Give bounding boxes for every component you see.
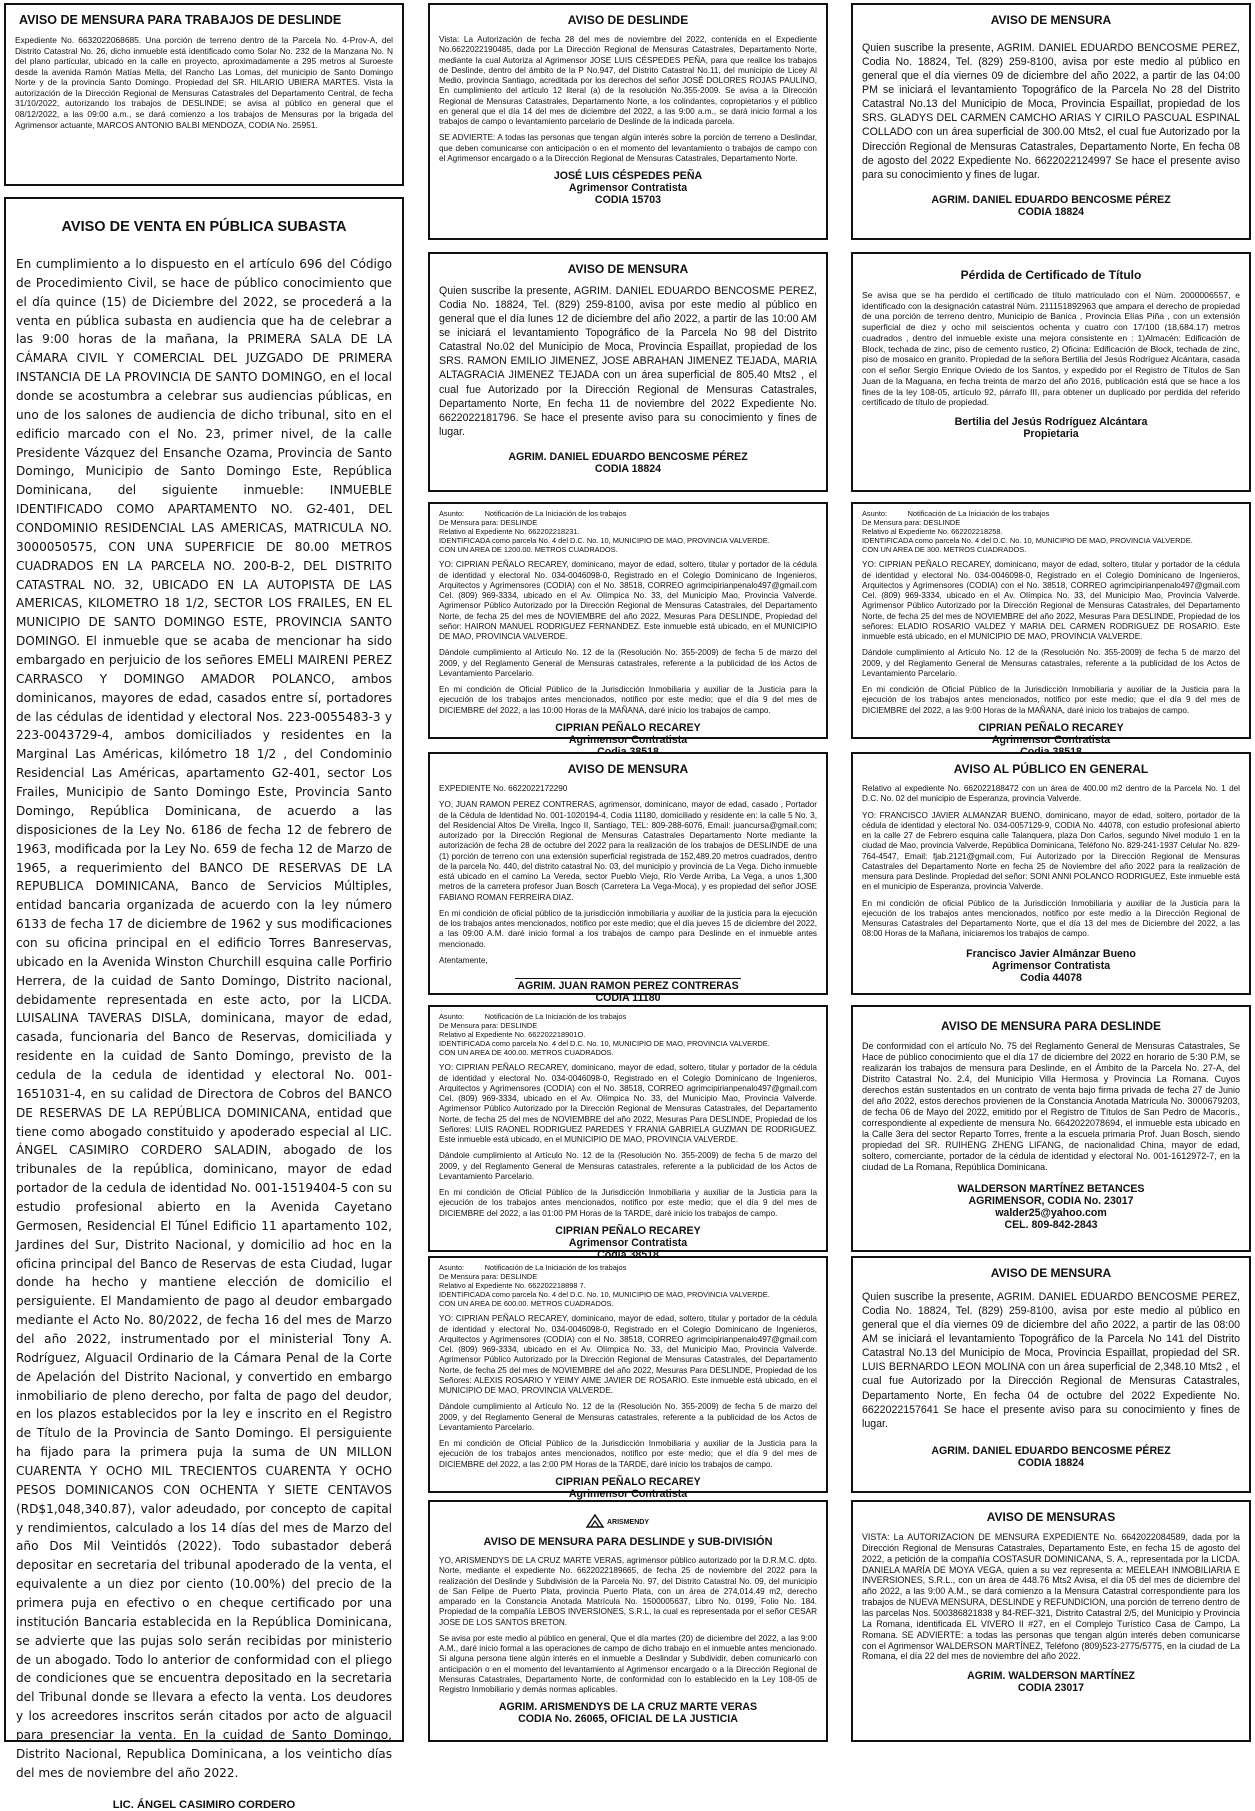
notice-paragraph: Dándole cumplimiento al Artículo No. 12 de la (Resolución No. 355-2009) de fecha 5 de marzo del 2009, y del Reglamento General de Mensuras catastrales, referente a la publicidad de los Actos de Levantamiento Parcelario. bbox=[862, 648, 1240, 678]
notice-body bbox=[439, 1063, 817, 1219]
notice-body bbox=[439, 1314, 817, 1470]
signature bbox=[439, 980, 817, 1004]
signature bbox=[862, 1183, 1240, 1232]
notice-perdida-certificado-titulo bbox=[851, 252, 1251, 492]
notice-body bbox=[862, 560, 1240, 716]
signature-name: CIPRIAN PEÑALO RECAREY bbox=[978, 721, 1124, 734]
notice-title: AVISO DE MENSURA PARA DESLINDE bbox=[940, 1019, 1162, 1033]
signature-codia: CODIA 18824 bbox=[1017, 1456, 1085, 1469]
notice-aviso-de-deslinde bbox=[428, 3, 828, 240]
signature bbox=[16, 1799, 392, 1811]
notice-paragraph: En mi condición de Oficial Público de la Jurisdicción Inmobiliaria y auxiliar de la Justicia para la ejecución de los trabajos antes mencionados, notifico por este medio; que el día 9 del mes de DICIEMBRE del 2022, a las 01:00 PM Horas de la TARDE, daré inicio los trabajos de campo. bbox=[439, 1188, 817, 1218]
notice-header: Asunto: Notificación de La Iniciación de los trabajos De Mensura para: DESLINDE Relativo al Expediente No. 662202218901O. IDENTIFICADA como parcela No. 4 del D.C. No. 10, MUNICIPIO DE MAO, PROVINCIA VALVERDE. CON UN AREA DE 400.00. METROS CUADRADOS. bbox=[439, 1012, 770, 1057]
notice-paragraph: En mi condición de oficial público de la jurisdicción inmobiliaria y auxiliar de la justicia para la ejecución de los trabajos antes mencionados, notifico por este medio; que el día jueves 15 de diciembre del 2022, a las 09:00 A.M. daré inicio formal a los trabajos de campo para Deslinde en el inmueble antes mencionado. bbox=[439, 908, 817, 949]
signature-name: Francisco Javier Almánzar Bueno bbox=[966, 947, 1136, 960]
notice-deslinde-subdivision bbox=[428, 1500, 828, 1742]
notice-title: AVISO DE DESLINDE bbox=[567, 13, 689, 27]
notice-aviso-de-mensuras bbox=[851, 1500, 1251, 1742]
notice-ciprian-expediente-231 bbox=[428, 502, 828, 747]
svg-text:ARISMENDY: ARISMENDY bbox=[607, 1519, 650, 1526]
company-logo bbox=[439, 1512, 817, 1530]
notice-header: Asunto: Notificación de La Iniciación de los trabajos De Mensura para: DESLINDE Relativo al Expediente No. 662202218898 7. IDENTIFICADA como parcela No. 4 del D.C. No. 10, MUNICIPIO DE MAO, PROVINCIA VALVERDE. CON UN AREA DE 600.00. METROS CUADRADOS. bbox=[439, 1263, 770, 1308]
notice-body: De conformidad con el artículo No. 75 del Reglamento General de Mensuras Catastrales, Se Hace de público conocimiento que el día 17 de diciembre del 2022 en horario de 5:30 P.M, se realizarán los trabajos de mensura para Deslinde, en el Ámbito de la Parcela No. 27-A, del Distrito Catastral No. 2.4, del Municipio Villa Hermosa y Provincia La Romana. Cuyos derechos están sustentados en un contrato de venta bajo firma privada de fecha 27 de Junio del año 2022, estos derechos provienen de la Constancia Anotada Matrícula No. 3000679203, de fecha 06 de Mayo del 2022, emitido por el Registro de Títulos de San Pedro de Macorís., correspondiente al expediente de mensura No. 6642022078694, el inmueble esta ubicado en la Calle 3era del sector Reparto Torres, frente a la escuela primaria Prof. Juan Bosch, siendo propiedad del SR. RUIHENG ZHENG LIFANG, de nacionalidad China, mayor de edad, soltero, comerciante, portador de la cédula de identidad y electoral No. 001-1612972-7, en la ciudad de La Romana, República Dominicana. bbox=[862, 1041, 1240, 1172]
signature-name: JOSÉ LUIS CÉSPEDES PEÑA bbox=[553, 170, 703, 182]
notice-body bbox=[439, 560, 817, 716]
notice-paragraph: Dándole cumplimiento al Artículo No. 12 de la (Resolución No. 355-2009) de fecha 5 de marzo del 2009, y del Reglamento General de Mensuras catastrales, referente a la publicidad de los Actos de Levantamiento Parcelario. bbox=[439, 1402, 817, 1432]
notice-paragraph: En mi condición de Oficial Público de la Jurisdicción Inmobiliaria y auxiliar de la Justicia para la ejecución de los trabajos antes mencionados, notifico por este medio; que el día 9 del mes de DICIEMBRE del 2022, a las 10:00 Horas de la MAÑANA, daré inicio los trabajos de campo. bbox=[439, 685, 817, 715]
notice-title: Pérdida de Certificado de Título bbox=[960, 268, 1142, 282]
notice-title: AVISO DE MENSURA bbox=[567, 262, 689, 276]
signature-name: CIPRIAN PEÑALO RECAREY bbox=[555, 721, 701, 734]
notice-aviso-mensura-parcela-141 bbox=[851, 1256, 1251, 1493]
signature-name: AGRIM. DANIEL EDUARDO BENCOSME PÉREZ bbox=[931, 1444, 1171, 1457]
signature-role: Agrimensor Contratista bbox=[568, 1488, 688, 1501]
signature-role: Agrimensor Contratista bbox=[991, 734, 1111, 747]
notice-ciprian-expediente-010 bbox=[428, 1005, 828, 1252]
notice-aviso-mensura-juan-ramon bbox=[428, 752, 828, 1005]
notice-paragraph: Se avisa por este medio al público en general, Que el día martes (20) de diciembre del 2022, a las 9:00 A.M., daré inicio formal a las operaciones de campo de dicho trabajo en el inmueble antes mencionado. Si alguna persona tiene algún interés en el inmueble a Deslindar y Subdividir, deben comunicarlo con anticipación o en el momento del levantamiento al Agrimensor encargado o a la Dirección Regional de Mensuras Catastrales, Departamento Norte, de conformidad con lo establecido en la Ley 108-05 de Registro Inmobiliario y demás normas aplicables. bbox=[439, 1633, 817, 1694]
signature-name: CIPRIAN PEÑALO RECAREY bbox=[555, 1224, 701, 1237]
notice-paragraph: YO: CIPRIAN PEÑALO RECAREY, dominicano, mayor de edad, soltero, titular y portador de la cédula de identidad y electoral No. 034-0046098-0, Registrado en el Colegio Dominicano de Ingenieros, Arquitectos y Agrimensores (CODIA) con el No. 38518, CORREO agrimcipirianpenalo497@gmail.com Cel. (809) 969-3334, ubicado en el Av. Olímpica No. 33, del Municipio Mao, Provincia Valverde. Agrimensor Público Autorizado por la Dirección Regional de Mensuras Catastrales, del Departamento Norte, de fecha 25 del mes de NOVIEMBRE del año 2022, Mesuras Para DESLINDE, Propiedad de los Señores: LUIS RAONEL RODRIGUEZ PAREDES Y FRANIA GABRIELA GUZMAN DE RODRIGUEZ. Este inmueble está ubicado, en el MUNICIPIO DE MAO, PROVINCIA VALVERDE. bbox=[439, 1063, 817, 1145]
notice-paragraph: Relativo al expediente No. 662022188472 con un área de 400.00 m2 dentro de la Parcela No. 1 del D.C. No. 02 del municipio de Esperanza, provincia Valverde. bbox=[862, 784, 1240, 804]
notice-paragraph: SE ADVIERTE: A todas las personas que tengan algún interés sobre la porción de terreno a Deslindar, que deben comunicarse con anticipación o en el momento del levantamiento o trabajos de campo con el Agrimensor encargado o a la Dirección Regional de Mensuras Catastrales, Departamento Norte. bbox=[439, 133, 817, 163]
signature bbox=[439, 451, 817, 475]
notice-aviso-publico-general bbox=[851, 752, 1251, 995]
signature-name: AGRIM. WALDERSON MARTÍNEZ bbox=[967, 1670, 1135, 1683]
signature-name: AGRIM. JUAN RAMON PEREZ CONTRERAS bbox=[517, 980, 739, 992]
signature-codia: CODIA 15703 bbox=[594, 194, 662, 207]
signature-role: Agrimensor Contratista bbox=[568, 182, 688, 195]
notice-body bbox=[439, 35, 817, 164]
notice-title: AVISO DE MENSURA bbox=[990, 13, 1112, 27]
notice-header: Asunto: Notificación de La Iniciación de los trabajos De Mensura para: DESLINDE Relativo al Expediente No. 662202218258. IDENTIFICADA como parcela No. 4 del D.C. No. 10, MUNICIPIO DE MAO, PROVINCIA VALVERDE. CON UN AREA DE 300. METROS CUADRADOS. bbox=[862, 509, 1193, 554]
signature bbox=[862, 948, 1240, 985]
notice-body: Expediente No. 6632022068685. Una porción de terreno dentro de la Parcela No. 4-Prov-A, del Distrito Catastral No. 26, dicho inmueble está identificado como Solar No. 232 de la Manzana No. N del plano particular, ubicado en la calle en proyecto, aproximadamente a 295 metros al Suroeste desde la avenida Ramón Matías Mella, del Rancho Las Lomas, del municipio de Santo Domingo Norte y de la provincia Santo Domingo. Propiedad del SR. HILARIO UBIERA MARTES. Vista la autorización de la Dirección Regional de Mensuras Catastrales del Departamento Central, de fecha 31/10/2022, autorizando los trabajos de DESLINDE; se avisa al público en general que el 08/12/2022, a las 09:00 a.m., se dará comienzo a los trabajos de Mensuras por la brigada del Agrimensor actuante, MARCOS ANTONIO BALBI MENDOZA, CODIA No. 25951. bbox=[15, 35, 393, 130]
signature-email: walder25@yahoo.com bbox=[995, 1206, 1107, 1219]
notice-paragraph: En mi condición de oficial Público de la Jurisdicción Inmobiliaria y auxiliar de la Justicia para la ejecución de los trabajos antes mencionados, notifico por este medio a la Dirección Regional de Mensuras Catastrales del Departamento Norte, que el día 13 del mes de Diciembre del 2022, a las 08:00 Horas de la Mañana, iniciaremos los trabajos de campo. bbox=[862, 898, 1240, 939]
signature bbox=[862, 1445, 1240, 1469]
signature-role: Propietaria bbox=[1023, 428, 1079, 441]
signature-name: AGRIM. DANIEL EDUARDO BENCOSME PÉREZ bbox=[508, 450, 748, 463]
notice-paragraph: YO: CIPRIAN PEÑALO RECAREY, dominicano, mayor de edad, soltero, titular y portador de la cédula de identidad y electoral No. 034-0046098-0, Registrado en el Colegio Dominicano de Ingenieros, Arquitectos y Agrimensores (CODIA) con el No. 38518, CORREO agrimcipirianpenalo497@gmail.com Cel. (809) 969-3334, ubicado en el Av. Olímpica No. 33, del Municipio Mao, Provincia Valverde. Agrimensor Público Autorizado por la Dirección Regional de Mensuras Catastrales, del Departamento Norte, de fecha 25 del mes de NOVIEMBRE del año 2022, Mesuras Para DESLINDE, Propiedad del señor: HAIRON MANUEL RODRIGUEZ FERNANDEZ. Este inmueble está ubicado, en el MUNICIPIO DE MAO, PROVINCIA VALVERDE. bbox=[439, 560, 817, 642]
notice-paragraph: Dándole cumplimiento al Artículo No. 12 de la (Resolución No. 355-2009) de fecha 5 de marzo del 2009, y del Reglamento General de Mensuras catastrales, referente a la publicidad de los Actos de Levantamiento Parcelario. bbox=[439, 648, 817, 678]
notice-title: AVISO DE MENSURAS bbox=[986, 1510, 1116, 1524]
signature-role: Agrimensor Contratista bbox=[568, 734, 688, 747]
notice-mensura-para-deslinde-romana bbox=[851, 1005, 1251, 1252]
notice-paragraph: En mi condición de Oficial Público de la Jurisdicción Inmobiliaria y auxiliar de la Justicia para la ejecución de los trabajos antes mencionados, notifico por este medio; que el día 9 del mes de DICIEMBRE del 2022, a las 9:00 Horas de la MAÑANA, daré inicio los trabajos de campo. bbox=[862, 685, 1240, 715]
signature-codia: AGRIMENSOR, CODIA No. 23017 bbox=[968, 1194, 1134, 1207]
notice-paragraph: Dándole cumplimiento al Artículo No. 12 de la (Resolución No. 355-2009) de fecha 5 de marzo del 2009, y del Reglamento General de Mensuras catastrales, referente a la publicidad de los Actos de Levantamiento Parcelario. bbox=[439, 1151, 817, 1181]
notice-title: AVISO AL PÚBLICO EN GENERAL bbox=[953, 762, 1149, 776]
signature-name: AGRIM. DANIEL EDUARDO BENCOSME PÉREZ bbox=[931, 193, 1171, 206]
arismendy-logo-icon bbox=[583, 1512, 673, 1530]
notice-venta-publica-subasta bbox=[4, 197, 404, 1811]
signature bbox=[862, 416, 1240, 440]
signature-codia: CODIA 18824 bbox=[1017, 205, 1085, 218]
notice-title: AVISO DE MENSURA PARA TRABAJOS DE DESLINDE bbox=[19, 13, 342, 27]
notice-paragraph: YO: CIPRIAN PEÑALO RECAREY, dominicano, mayor de edad, soltero, titular y portador de la cédula de identidad y electoral No. 034-0046098-0, Registrado en el Colegio Dominicano de Ingenieros, Arquitectos y Agrimensores (CODIA) con el No. 38518, CORREO agrimcipirianpenalo497@gmail.com Cel. (809) 969-3334, ubicado en el Av. Olímpica No. 33, del Municipio Mao, Provincia Valverde. Agrimensor Público Autorizado por la Dirección Regional de Mensuras Catastrales, del Departamento Norte, de fecha 25 del mes de NOVIEMBRE del año 2022, Mesuras Para DESLINDE, Propiedad de los señores: ELADIO ROSARIO VALDEZ Y MARIA DEL CARMEN RODRIGUEZ DE ROSARIO. Este inmueble está ubicado, en el MUNICIPIO DE MAO, PROVINCIA VALVERDE. bbox=[862, 560, 1240, 642]
signature-codia: CODIA No. 26065, OFICIAL DE LA JUSTICIA bbox=[518, 1713, 738, 1726]
signature bbox=[862, 194, 1240, 218]
notice-title: AVISO DE VENTA EN PÚBLICA SUBASTA bbox=[61, 219, 347, 235]
signature bbox=[439, 1701, 817, 1725]
notice-title: AVISO DE MENSURA bbox=[990, 1266, 1112, 1280]
signature-codia: Codia 44078 bbox=[1020, 971, 1082, 984]
signature-name: AGRIM. ARISMENDYS DE LA CRUZ MARTE VERAS bbox=[498, 1701, 758, 1714]
notice-paragraph: Vista: La Autorización de fecha 28 del mes de noviembre del 2022, contenida en el Expediente No.6622022190485, dada por La Dirección Regional de Mensuras Catastrales, Departamento Norte, mediante la cual Autoriza al Agrimensor JOSE LUIS CÉSPEDES PEÑA, para que realice los trabajos de Deslinde, dentro del ámbito de la P No.947, del Distrito Catastral No.11, del municipio de Licey Al Medio, provincia Santiago, acreditada por los derechos del señor JOSÉ DOLORES ROJAS PAULINO, En cumplimiento del artículo 12 literal (a) de la resolución No.355-2009. Se avisa a la Dirección Regional de Mensuras Catastrales, Departamento Norte, a los colindantes, copropietarios y el público en general que el día 14 del mes de diciembre del 2022, a las 9:00 a.m., se dará inicio formal a los trabajos de campo o levantamiento parcelario de Deslinde de la indicada parcela. bbox=[439, 35, 817, 126]
notice-ciprian-expediente-258 bbox=[851, 502, 1251, 747]
notice-body: VISTA: La AUTORIZACION DE MENSURA EXPEDIENTE No. 6642022084589, dada por la Dirección Regional de Mensuras Catastrales, Departamento Este, en fecha 15 de agosto del 2022, a petición de la compañía COSTASUR DOMINICANA, S. A., representada por la LICDA. DANIELA MARÍA DE MOYA VEGA, quien a su vez representa a: MEELEAH INMOBILIARIA E INVERSIONES, S.R.L., con un área de 448.76 Mts2 Avisa, el día 05 del mes de diciembre del año 2022, a las 9:00 A.M., se dará comienzo a la Mensura Catastral correspondiente para los trabajos de NUEVA MENSURA, DESLINDE y REFUNDICION, una porción de terreno dentro de las parcelas Nos. 500386821838 y 84-REF-321, Distrito Catastral 2/5, del Municipio y Provincia La Romana, identificada EL VIVERO II #27, en el Complejo Turístico Casa de Campo, La Romana. SE ADVIERTE: a todas las personas que tengan algún interés deben comunicarse con el Agrimensor WALDERSON MARTÍNEZ, Teléfono (809)523-2775/5775, en la ciudad de La Romana, el día 22 del mes de noviembre del año 2022. bbox=[862, 1532, 1240, 1662]
signature bbox=[439, 170, 817, 207]
signature-phone: CEL. 809-842-2843 bbox=[1004, 1219, 1098, 1232]
notice-title: AVISO DE MENSURA bbox=[567, 762, 689, 776]
signature-name: CIPRIAN PEÑALO RECAREY bbox=[555, 1475, 701, 1488]
notice-body: En cumplimiento a lo dispuesto en el artículo 696 del Código de Procedimiento Civil, se hace de público conocimiento que el día quince (15) de Diciembre del 2022, se procederá a la venta en pública subasta en audiencia que ha de celebrar a las 9:00 horas de la mañana, la PRIMERA SALA DE LA CÁMARA CIVIL Y COMERCIAL DEL JUZGADO DE PRIMERA INSTANCIA DE LA PROVINCIA DE SANTO DOMINGO, en el local donde se acostumbra a celebrar sus audiencias públicas, en uno de los salones de audiencia de dicho tribunal, sito en el edificio marcado con el No. 23, primer nivel, de la calle Presidente Vázquez del Ensanche Ozama, Provincia de Santo Domingo, Municipio de Santo Domingo Este, República Dominicana, del siguiente inmueble: INMUEBLE IDENTIFICADO COMO APARTAMENTO NO. G2-401, DEL CONDOMINIO RESIDENCIAL LAS AMERICAS, MATRICULA NO. 3000050575, CON UNA SUPERFICIE DE 80.00 METROS CUADRADOS EN LA PARCELA NO. 200-B-2, DEL DISTRITO CATASTRAL NO. 32, UBICADO EN LA AUTOPISTA DE LAS AMERICAS, KILOMETRO 18 1/2, SECTOR LOS FRAILES, EN EL MUNICIPIO DE SANTO DOMINGO ESTE, PROVINCIA SANTO DOMINGO. El inmueble que se acaba de mencionar ha sido embargado en perjuicio de los señores EMELI MAIRENI PEREZ CARRASCO Y DOMINGO AMADOR POLANCO, ambos dominicanos, mayores de edad, casados entre sí, portadores de las cédulas de identidad y electoral Nos. 223-0055483-3 y 223-0043729-4, ambos domiciliados y residentes en la Marginal Las Américas, kilómetro 18 1/2 , del Condominio Residencial Las Américas, apartamento G2-401, sector Los Frailes, Municipio de Santo Domingo Este, Provincia Santo Domingo, República Dominicana, de acuerdo a las disposiciones de la Ley No. 6186 de fecha 12 de febrero de 1963, modificada por la Ley No. 659 de fecha 12 de Marzo de 1965, a requerimiento del BANCO DE RESERVAS DE LA REPUBLICA DOMINICANA, Banco de Servicios Múltiples, entidad bancaria organizada de acuerdo con la ley número 6133 de fecha 17 de diciembre de 1962 y sus modificaciones con su oficina principal en el edificio Torres Banreservas, ubicado en la Avenida Winston Churchill esquina calle Porfirio Herrera, de la cuidad de Santo Domingo, Distrito nacional, debidamente representada en este acto, por la LICDA. LUISALINA TAVERAS DISLA, dominicana, mayor de edad, casada, funcionaria del Banco de Reservas, domiciliada y residente en la cuidad de Santo Domingo, previsto de la cedula de la cedula de identidad y electoral No. 001-1651031-4, en su calidad de Directora de Cobros del BANCO DE RESERVAS DE LA REPÚBLICA DOMINICANA, entidad que tiene como abogado constituido y apoderado especial al LIC. ÁNGEL CASIMIRO CORDERO SALADIN, abogado de los tribunales de la república, dominicano, mayor de edad portador de la cedula de identidad No. 001-1519404-5 con su estudio profesional abierto en la Avenida Cayetano Germosen, Residencial El Túnel Edificio 11 apartamento 102, Jardines del Sur, Distrito Nacional, y domicilio ad hoc en la oficina principal del Banco de Reservas de esta Ciudad, lugar donde ha hecho y mantiene elección de domicilio el persiguiente. El Mandamiento de pago al deudor embargado mediante el Acto No. 80/2022, de fecha 16 del mes de Marzo del año 2022, instrumentado por el ministerial Tony A. Rodríguez, Alguacil Ordinario de la Cámara Penal de la Corte de Apelación del Distrito Nacional, y convertido en embargo inmobiliario de pleno derecho, por falta de pago del deudor, en los plazos establecidos por la ley e inscrito en el Registro de Título de la Provincia de Santo Domingo. El persiguiente ha fijado para la primera puja la suma de UN MILLON CUARENTA Y OCHO MIL TRECIENTOS CUARENTA Y OCHO PESOS DOMINICANOS CON OCHENTA Y SIETE CENTAVOS (RD$1,048,340.87), valor adeudado, por concepto de capital y rendimientos, calculado a los 14 días del mes de Marzo del año Dos Mil Veintidós (2022). Todo subastador deberá depositar en secretaria del tribunal apoderado de la venta, el equivalente a un diez por ciento (10.00%) del precio de la primera puja en efectivo o en cheque certificado por una institución Bancaria establecida en la República Dominicana, se advierte que las pujas solo serán recibidas por ministerio de un abogado. Todo lo anterior de conformidad con el pliego de condiciones que se encuentra depositado en la secretaria del Tribunal donde se llevara a efecto la venta. Los deudores y los acreedores inscritos serán citados por acto de alguacil para presenciar la venta. En la cuidad de Santo Domingo, Distrito Nacional, Republica Dominicana, a los veinticho días del mes de noviembre del año 2022. bbox=[16, 257, 392, 1780]
notice-paragraph: YO: FRANCISCO JAVIER ALMANZAR BUENO, dominicano, mayor de edad, soltero, portador de la cédula de identidad y electoral No. 034-0057129-9, CODIA No. 44078, con estudio profesional abierto en la calle 27 de Febrero esquina calle Talanquera, plaza Don Carlos, segundo Nivel modulo 1 en la ciudad de Mao, provincia Valverde, República Dominicana, Teléfono No. 829-241-1937 Celular No. 829-764-4547, Email: fjab.2121@gmail.com, Fui Autorizado por la Dirección Regional de Mensuras Catastrales del Departamento Norte en fecha 25 de Noviembre del año 2022 para la realización de mensura para Deslinde. Propiedad del señor: SONI ANNI POLANCO RODRIGUEZ, Este inmueble está en el municipio de Esperanza, provincia Valverde. bbox=[862, 810, 1240, 892]
signature bbox=[862, 1670, 1240, 1694]
signature-name: Bertilia del Jesús Rodríguez Alcántara bbox=[954, 416, 1148, 429]
signature-name: LIC. ÁNGEL CASIMIRO CORDERO bbox=[112, 1798, 296, 1811]
notice-body bbox=[439, 1556, 817, 1695]
signature-codia: CODIA 23017 bbox=[1017, 1682, 1085, 1695]
notice-ciprian-expediente-987 bbox=[428, 1256, 828, 1501]
notice-body: Quien suscribe la presente, AGRIM. DANIEL EDUARDO BENCOSME PEREZ, Codia No. 18824, Tel. (829) 259-8100, avisa por este medio al público en general que el día viernes 09 de diciembre del año 2022, a partir de las 04:00 PM se iniciará el levantamiento Topográfico de la Parcela No 28 del Distrito Catastral No.13 del Municipio de Moca, Provincia Espaillat, propiedad de los SRS. GLADYS DEL CARMEN CAMCHO ARIAS Y CIRILO PASCUAL ESPINAL COLLADO con un área superficial de 300.00 Mts2, el cual fue Autorizado por la Dirección Regional de Mensuras Catastrales, Departamento Norte, En fecha 08 de agosto del 2022 Expediente No. 6622022124997 Se hace el presente aviso para su conocimiento y fines de lugar. bbox=[862, 42, 1240, 181]
notice-body: Se avisa que se ha perdido el certificado de título matriculado con el Núm. 2000006557, e identificado con la designación catastral Núm. 211151892963 que ampara el derecho de propiedad de una porción de terreno dentro, Municipio de Banica , Provincia Elías Piña , con un extensión superficial de diez y ocho mil seiscientos ochenta y cuatro con 17/100 (18,684.17) metros cuadrados , dentro del inmueble existe una mejora consistente en : 1)Almacén: Edificación de Block, techada de zinc, piso de cemento rustico, 2) Oficina: Edificación de Block, techada de zinc, piso de mosaico en granito. Propiedad de la señora Bertilia del Jesús Rodríguez Alcántara, casada con el señor Sergio Enrique Oviedo de los Santos, y expedido por el Registro de Títulos de San Juan de la Maguana, en fecha treinta de marzo del año 2016, publicación está que se hace a los fines de la ley 108-05, artículo 92, párrafo III, para obtener un duplicado por perdida del referido certificado de título de propiedad. bbox=[862, 290, 1240, 408]
notice-paragraph: YO: CIPRIAN PEÑALO RECAREY, dominicano, mayor de edad, soltero, titular y portador de la cédula de identidad y electoral No. 034-0046098-0, Registrado en el Colegio Dominicano de Ingenieros, Arquitectos y Agrimensores (CODIA) con el No. 38518, CORREO agrimcipirianpenalo497@gmail.com Cel. (809) 969-3334, ubicado en el Av. Olímpica No. 33, del Municipio Mao, Provincia Valverde. Agrimensor Público Autorizado por la Dirección Regional de Mensuras Catastrales, del Departamento Norte, de fecha 25 del mes de NOVIEMBRE del año 2022, Mesuras Para DESLINDE, Propiedad de los Señores: ALEXIS ROSARIO Y YEIMY AIME JAVIER DE ROSARIO. Este inmueble está ubicado, en el MUNICIPIO DE MAO, PROVINCIA VALVERDE. bbox=[439, 1314, 817, 1396]
signature-codia: CODIA 18824 bbox=[594, 463, 662, 476]
notice-body bbox=[862, 784, 1240, 940]
signature-codia: CODIA 11180 bbox=[595, 992, 661, 1005]
notice-paragraph: EXPEDIENTE No. 6622022172290 bbox=[439, 784, 568, 793]
notice-body: Quien suscribe la presente, AGRIM. DANIEL EDUARDO BENCOSME PEREZ, Codia No. 18824, Tel. (829) 259-8100, avisa por este medio al público en general que el día lunes 12 de diciembre del año 2022, a partir de las 10:00 AM se iniciará el levantamiento Topográfico de la Parcela No 98 del Distrito Catastral No.02 del Municipio de Moca, Provincia Espaillat, propiedad de los SRS. RAMON EMILIO JIMENEZ, JOSE ABRAHAN JIMENEZ TEJADA, MARIA ALTAGRACIA JIMENEZ TEJADA con un área superficial de 805.40 Mts2 , el cual fue Autorizado por la Dirección Regional de Mensuras Catastrales, Departamento Norte, En fecha 11 de noviembre del 2022 Expediente No. 6622022181796. Se hace el presente aviso para su conocimiento y fines de lugar. bbox=[439, 285, 817, 438]
notice-paragraph: YO, ARISMENDYS DE LA CRUZ MARTE VERAS, agrimensor público autorizado por la D.R.M.C. dpto. Norte, mediante el expediente No. 6622022189665, de fecha 25 de noviembre del 2022 para la realización del Deslinde y Subdivisión de la Parcela No. 97, del Distrito Catastral No. 09, del municipio de San Felipe de Puerto Plata, provincia Puerto Plata, con un área de 274,014.49 m2, derecho amparado en la Constancia Anotada Matrícula No. 1500005637, Libro No. 0199, Folio No. 184. Propiedad de la compañía LEBOS INVERSIONES, S.R.L, la cual es representada por el señor CESAR JOSE DE LOS SANTOS BRETON. bbox=[439, 1556, 817, 1627]
notice-title: AVISO DE MENSURA PARA DESLINDE y SUB-DIVISIÓN bbox=[483, 1536, 773, 1548]
signature-role: Agrimensor Contratista bbox=[991, 959, 1111, 972]
notice-body bbox=[439, 784, 817, 966]
notice-paragraph: Atentamente, bbox=[439, 955, 488, 965]
notice-paragraph: YO, JUAN RAMON PEREZ CONTRERAS, agrimensor, dominicano, mayor de edad, casado , Portador de la Cédula de Identidad No. 001-1020194-4, Codia 11180, domiciliado y residente en: la calle 5 No. 3, del Residencial Altos De Virella, Ingco II, Santiago, TEL: 809-288-6076, Email: juancursa@gmail.com; autorizado por la Dirección Regional de Mensuras Catastrales Departamento Norte mediante la autorización de fecha 28 de octubre del 2022 para la realización de los trabajos de DESLINDE de una (1) porción de terreno con una extensión superficial registrada de 152,489.20 metros cuadrados, dentro de la parcela No. 440, del distrito catastral No. 03, del municipio y provincia de La Vega. Dicho inmueble está ubicado en el camino La Vereda, sector Pueblo Viejo, Río Verde Arriba, La Vega, a unos 1,300 metros de la carretera profesor Juan Bosch (Carretera La Vega-Moca), y es propiedad del señor JOSE FABIANO ROMAN FERREIRA DIAZ. bbox=[439, 800, 817, 902]
signature-line bbox=[515, 978, 742, 979]
notice-header: Asunto: Notificación de La Iniciación de los trabajos De Mensura para: DESLINDE Relativo al Expediente No. 662202218231. IDENTIFICADA como parcela No. 4 del D.C. No. 10, MUNICIPIO DE MAO, PROVINCIA VALVERDE. CON UN AREA DE 1200.00. METROS CUADRADOS. bbox=[439, 509, 770, 554]
signature-role: Agrimensor Contratista bbox=[568, 1237, 688, 1250]
notice-body: Quien suscribe la presente, AGRIM. DANIEL EDUARDO BENCOSME PEREZ, Codia No. 18824, Tel. (829) 259-8100, avisa por este medio al público en general que el día viernes 09 de diciembre del año 2022, a partir de las 08:00 AM se iniciará el levantamiento Topográfico de la Parcela No 141 del Distrito Catastral No.13 del Municipio de Moca, Provincia Espaillat, propiedad del SR. LUIS BERNARDO LEON MOLINA con un área superficial de 2,348.10 Mts2 , el cual fue Autorizado por la Dirección Regional de Mensuras Catastrales, Departamento Norte, En fecha 04 de octubre del 2022 Expediente No. 6622022157641 Se hace el presente aviso para su conocimiento y fines de lugar. bbox=[862, 1291, 1240, 1430]
notice-aviso-mensura-parcela-98 bbox=[428, 252, 828, 492]
notice-aviso-mensura-parcela-28 bbox=[851, 3, 1251, 240]
notice-mensura-trabajos-deslinde bbox=[4, 3, 404, 186]
notice-paragraph: En mi condición de Oficial Público de la Jurisdicción Inmobiliaria y auxiliar de la Justicia para la ejecución de los trabajos antes mencionados, notifico por este medio; que el día 9 del mes de DICIEMBRE del 2022, a las 2:00 PM Horas de la TARDE, daré inicio los trabajos de campo. bbox=[439, 1439, 817, 1469]
signature-name: WALDERSON MARTÍNEZ BETANCES bbox=[957, 1182, 1145, 1195]
